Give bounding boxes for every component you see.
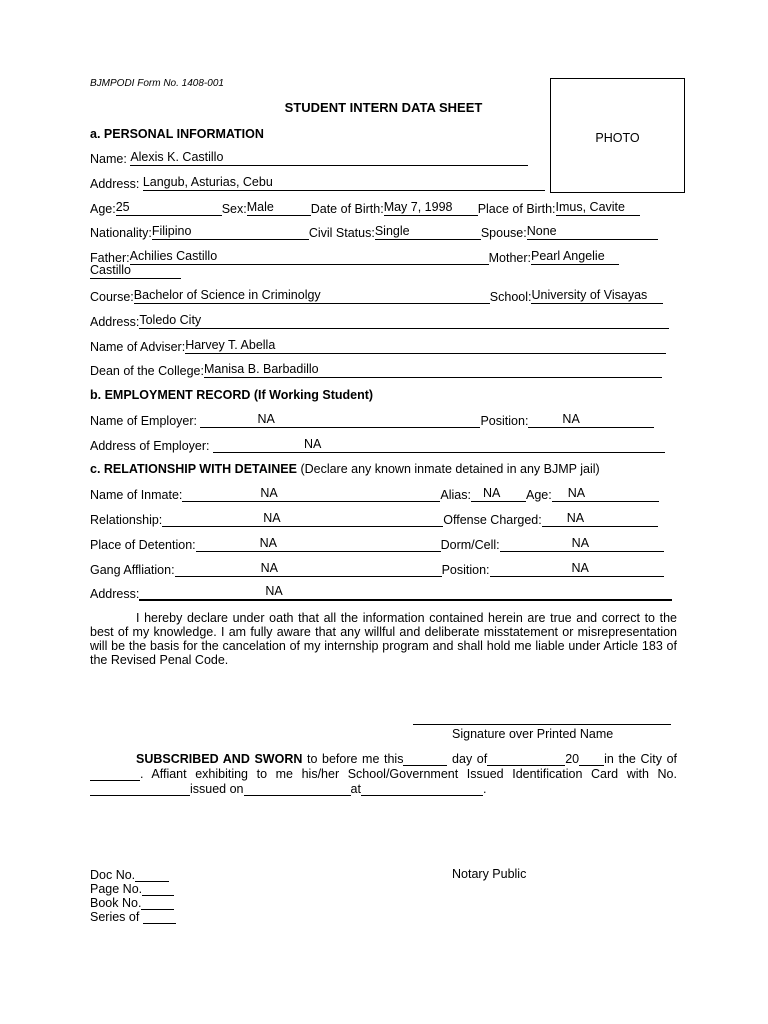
dean-field[interactable]: Manisa B. Barbadillo <box>204 362 662 378</box>
oath-text-6: issued on <box>190 782 244 796</box>
photo-label: PHOTO <box>595 131 640 145</box>
inmate-row <box>90 486 659 502</box>
employer-address-label: Address of Employer: <box>90 439 210 453</box>
photo-box <box>550 78 685 193</box>
oath-year-blank[interactable] <box>579 751 604 766</box>
inmate-age-value: NA <box>567 486 586 500</box>
inmate-age-field[interactable] <box>552 486 659 502</box>
doc-no-label: Doc No. <box>90 868 136 882</box>
inmate-field[interactable] <box>182 486 440 502</box>
school-address-row <box>90 313 669 329</box>
nationality-field[interactable]: Filipino <box>152 224 309 240</box>
relationship-heading-note: (Declare any known inmate detained in any BJMP jail) <box>296 462 600 476</box>
signature-label: Signature over Printed Name <box>452 727 614 741</box>
notary-public-label: Notary Public <box>452 867 527 881</box>
series-row <box>90 909 176 924</box>
oath-city-blank[interactable] <box>90 766 140 781</box>
gang-field[interactable] <box>175 561 442 577</box>
position-label: Position: <box>480 414 529 428</box>
oath-text-5: . Affiant exhibiting to me his/her School/Government Issued Identification Card with No. <box>140 767 677 781</box>
mother-cont-row <box>90 263 181 279</box>
inmate-label: Name of Inmate: <box>90 488 183 502</box>
employer-row <box>90 412 654 428</box>
course-row <box>90 288 663 304</box>
series-label: Series of <box>90 910 140 924</box>
age-label: Age: <box>90 202 116 216</box>
pob-label: Place of Birth: <box>477 202 556 216</box>
offense-field[interactable] <box>542 511 658 527</box>
address-row <box>90 175 545 191</box>
doc-no-blank[interactable] <box>135 867 169 882</box>
dorm-label: Dorm/Cell: <box>440 538 500 552</box>
mother-field-continued[interactable]: Castillo <box>90 263 181 279</box>
civil-status-label: Civil Status: <box>308 226 375 240</box>
employer-address-row <box>90 437 665 453</box>
oath-text-7: at <box>350 782 361 796</box>
name-field[interactable]: Alexis K. Castillo <box>130 150 528 166</box>
detention-field[interactable] <box>196 536 441 552</box>
dob-field[interactable]: May 7, 1998 <box>384 200 478 216</box>
offense-label: Offense Charged: <box>443 513 542 527</box>
oath-text-8: . <box>482 782 487 796</box>
relationship-label: Relationship: <box>90 513 163 527</box>
school-label: School: <box>489 290 532 304</box>
gang-position-value: NA <box>571 561 589 575</box>
address-label: Address: <box>90 177 140 191</box>
inmate-value: NA <box>260 486 278 500</box>
dorm-value: NA <box>571 536 590 550</box>
detention-label: Place of Detention: <box>90 538 196 552</box>
school-address-label: Address: <box>90 315 140 329</box>
alias-label: Alias: <box>440 488 471 502</box>
relationship-heading-text: c. RELATIONSHIP WITH DETAINEE <box>90 462 297 476</box>
mother-label: Mother: <box>488 251 531 265</box>
gang-value: NA <box>260 561 278 575</box>
detainee-address-row <box>90 585 672 601</box>
mother-field[interactable]: Pearl Angelie <box>531 249 619 265</box>
employer-address-value: NA <box>303 437 322 451</box>
relationship-row <box>90 511 658 527</box>
alias-field[interactable] <box>471 486 526 502</box>
relationship-value: NA <box>263 511 281 525</box>
oath-text-3: 20 <box>565 752 580 766</box>
adviser-label: Name of Adviser: <box>90 340 186 354</box>
relationship-field[interactable] <box>162 511 443 527</box>
gang-position-field[interactable] <box>490 561 664 577</box>
age-sex-row <box>90 200 640 216</box>
age-field[interactable]: 25 <box>116 200 222 216</box>
course-label: Course: <box>90 290 134 304</box>
adviser-field[interactable]: Harvey T. Abella <box>185 338 666 354</box>
book-no-blank[interactable] <box>141 895 174 910</box>
form-title: STUDENT INTERN DATA SHEET <box>284 100 483 115</box>
gang-position-label: Position: <box>441 563 490 577</box>
book-no-row <box>90 895 174 910</box>
detainee-address-field[interactable] <box>139 584 672 601</box>
position-value: NA <box>562 412 580 426</box>
oath-issued-blank[interactable] <box>244 781 351 796</box>
nationality-row <box>90 224 658 240</box>
nationality-label: Nationality: <box>90 226 152 240</box>
adviser-row <box>90 338 666 354</box>
oath-month-blank[interactable] <box>487 751 565 766</box>
detention-row <box>90 536 664 552</box>
dean-label: Dean of the College: <box>90 364 204 378</box>
employer-label: Name of Employer: <box>90 414 197 428</box>
page-no-blank[interactable] <box>142 881 174 896</box>
detainee-address-value: NA <box>265 584 283 598</box>
position-field[interactable] <box>528 412 654 428</box>
offense-value: NA <box>566 511 585 525</box>
oath-bold-text: SUBSCRIBED AND SWORN <box>136 752 303 766</box>
name-row <box>90 150 528 166</box>
alias-value: NA <box>482 486 501 500</box>
signature-line[interactable] <box>413 710 671 725</box>
father-field[interactable]: Achilies Castillo <box>130 249 489 265</box>
dean-row <box>90 362 662 378</box>
employer-field[interactable] <box>200 412 480 428</box>
employer-value: NA <box>257 412 275 426</box>
spouse-field[interactable]: None <box>527 224 658 240</box>
detention-value: NA <box>259 536 277 550</box>
oath-text-4: in the City of <box>604 752 677 766</box>
gang-label: Gang Affliation: <box>90 563 175 577</box>
book-no-label: Book No. <box>90 896 142 910</box>
father-label: Father: <box>90 251 130 265</box>
declaration-text: I hereby declare under oath that all the information contained herein are true and correct to the best of my knowledge. I am fully aware that any willful and deliberate misstatement or misrepresentation will be the basis for the cancelation of my internship program and shall hold me liable under Article 183 of the Revised Penal Code. <box>90 611 677 667</box>
declaration-paragraph <box>90 611 677 667</box>
school-address-field[interactable]: Toledo City <box>139 313 669 329</box>
school-field[interactable]: University of Visayas <box>531 288 663 304</box>
doc-no-row <box>90 867 169 882</box>
oath-text-2: day of <box>447 752 488 766</box>
employer-address-field[interactable] <box>213 437 665 453</box>
course-field[interactable]: Bachelor of Science in Criminolgy <box>134 288 490 304</box>
oath-id-blank[interactable] <box>90 781 190 796</box>
oath-day-blank[interactable] <box>403 751 447 766</box>
form-number: BJMPODI Form No. 1408-001 <box>90 78 224 89</box>
dorm-field[interactable] <box>500 536 664 552</box>
detainee-address-label: Address: <box>90 587 140 601</box>
sex-label: Sex: <box>221 202 247 216</box>
gang-row <box>90 561 664 577</box>
section-personal-heading: a. PERSONAL INFORMATION <box>90 127 264 141</box>
sex-field[interactable]: Male <box>247 200 311 216</box>
name-label: Name: <box>90 152 127 166</box>
oath-text-1: to before me this <box>302 752 404 766</box>
page-no-row <box>90 881 174 896</box>
dob-label: Date of Birth: <box>310 202 384 216</box>
series-blank[interactable] <box>143 909 176 924</box>
pob-field[interactable]: Imus, Cavite <box>556 200 640 216</box>
oath-paragraph <box>90 751 677 796</box>
section-relationship-heading <box>90 462 600 476</box>
inmate-age-label: Age: <box>525 488 552 502</box>
section-employment-heading: b. EMPLOYMENT RECORD (If Working Student) <box>90 388 374 402</box>
address-field[interactable]: Langub, Asturias, Cebu <box>143 175 545 191</box>
page-no-label: Page No. <box>90 882 143 896</box>
spouse-label: Spouse: <box>480 226 527 240</box>
oath-place-blank[interactable] <box>361 781 483 796</box>
civil-status-field[interactable]: Single <box>375 224 481 240</box>
